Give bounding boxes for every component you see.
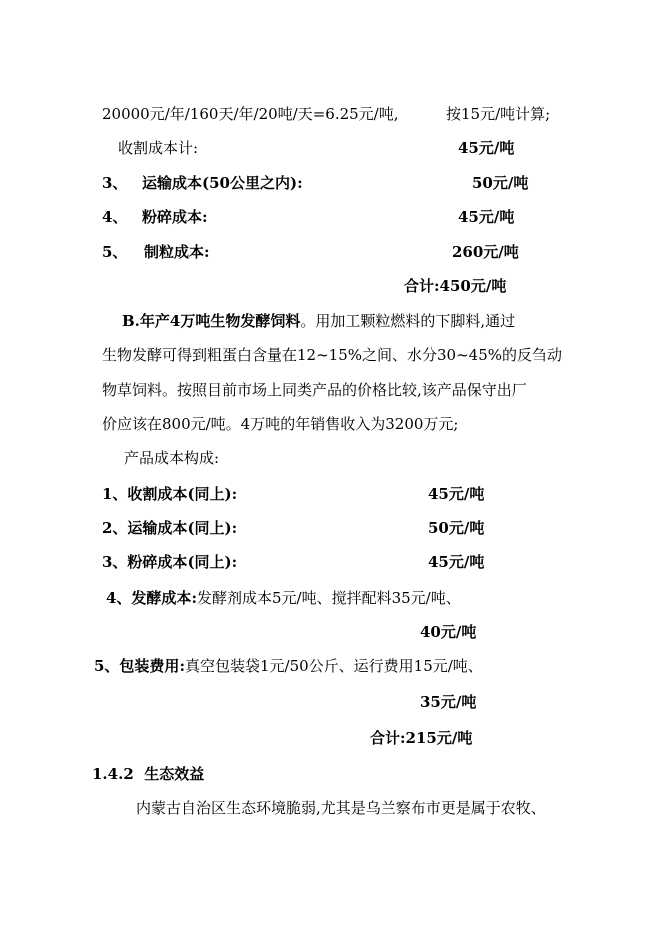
list-a-item-4-value: 45元/吨 (458, 208, 515, 226)
list-a-item-5-number: 5、 (102, 243, 128, 261)
paragraph-b-line-1 (122, 311, 515, 331)
list-a-total: 合计:450元/吨 (404, 277, 507, 295)
list-b-item-5-label: 5、包装费用: (94, 657, 185, 675)
paragraph-b-heading: B.年产4万吨生物发酵饲料 (122, 312, 301, 330)
list-a-item-3-value: 50元/吨 (472, 174, 529, 192)
paragraph-b-line-1-text: 。用加工颗粒燃料的下脚料,通过 (300, 312, 516, 330)
section-number: 1.4.2 (92, 765, 134, 783)
list-b-item-2-value: 50元/吨 (428, 519, 485, 537)
cost-composition-label: 产品成本构成: (124, 449, 220, 467)
list-b-total: 合计:215元/吨 (370, 729, 473, 747)
list-b-item-2-label: 2、运输成本(同上): (102, 519, 238, 537)
list-b-item-4-detail: 发酵剂成本5元/吨、搅拌配料35元/吨、 (196, 589, 461, 607)
calc-line (102, 104, 399, 124)
list-b-item-5-detail: 真空包装袋1元/50公斤、运行费用15元/吨、 (184, 657, 483, 675)
list-b-item-4-label: 4、发酵成本: (106, 589, 197, 607)
list-a-item-3-label: 运输成本(50公里之内): (142, 174, 303, 192)
list-b-item-5-line (94, 656, 483, 676)
calc-note: 按15元/吨计算; (446, 105, 551, 123)
list-a-item-4-label: 粉碎成本: (142, 208, 208, 226)
list-b-item-5-value: 35元/吨 (420, 693, 477, 711)
list-b-item-1-value: 45元/吨 (428, 485, 485, 503)
paragraph-b-line-3: 物草饲料。按照目前市场上同类产品的价格比较,该产品保守出厂 (102, 381, 527, 399)
list-a-item-5-label: 制粒成本: (144, 243, 210, 261)
list-b-item-1-label: 1、收割成本(同上): (102, 485, 238, 503)
harvest-value: 45元/吨 (458, 139, 515, 157)
paragraph-b-line-4: 价应该在800元/吨。4万吨的年销售收入为3200万元; (102, 415, 459, 433)
calc-formula: 20000元/年/160天/年/20吨/天=6.25元/吨, (102, 105, 399, 123)
list-b-item-4-value: 40元/吨 (420, 623, 477, 641)
list-a-item-3-number: 3、 (102, 174, 128, 192)
section-title: 生态效益 (144, 765, 205, 783)
section-paragraph-line-1: 内蒙古自治区生态环境脆弱,尤其是乌兰察布市更是属于农牧、 (136, 799, 546, 817)
paragraph-b-line-2: 生物发酵可得到粗蛋白含量在12~15%之间、水分30~45%的反刍动 (102, 346, 562, 364)
list-a-item-5-value: 260元/吨 (452, 243, 519, 261)
list-a-item-4-number: 4、 (102, 208, 128, 226)
list-b-item-3-label: 3、粉碎成本(同上): (102, 553, 238, 571)
harvest-label: 收割成本计: (118, 139, 199, 157)
list-b-item-3-value: 45元/吨 (428, 553, 485, 571)
list-b-item-4-line (106, 588, 461, 608)
section-heading (92, 764, 204, 784)
